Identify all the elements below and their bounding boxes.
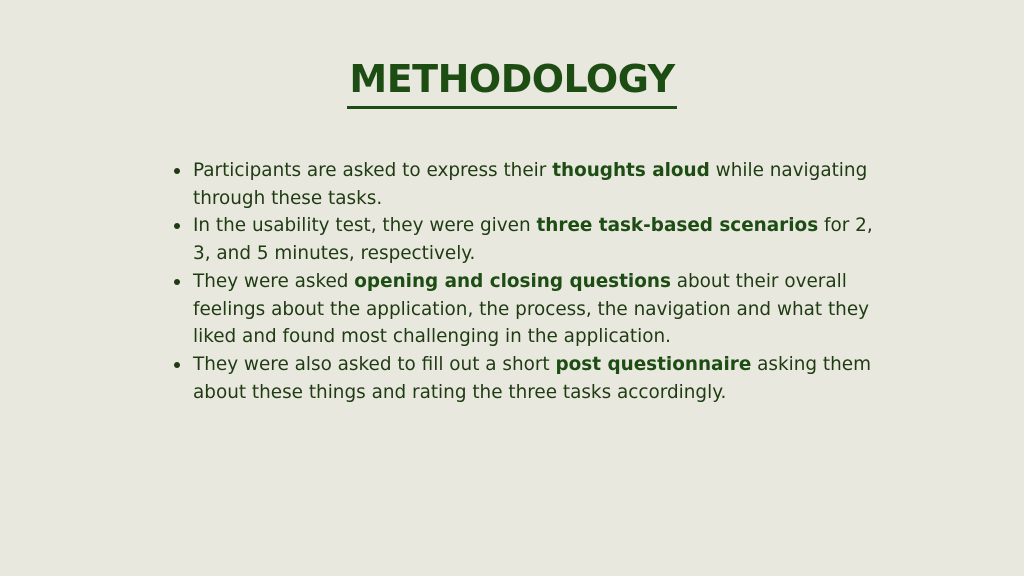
bullet-text: about their overall feelings about the application, the process, the navigation and what they liked and found most challenging in the application. <box>193 270 870 348</box>
bullet-emphasis: thoughts aloud <box>552 160 710 181</box>
bullet-text: asking them about these things and rating the three tasks accordingly. <box>193 353 872 403</box>
bullet-item <box>174 268 874 351</box>
bullet-emphasis: opening and closing questions <box>354 270 671 292</box>
bullet-text: They were asked <box>193 270 355 292</box>
bullet-text: for 2, 3, and 5 minutes, respectively. <box>193 215 873 265</box>
bullet-list <box>174 157 874 406</box>
bullet-dot-icon <box>174 168 180 174</box>
bullet-emphasis: three task-based scenarios <box>536 215 819 237</box>
bullet-text: In the usability test, they were given <box>193 215 537 237</box>
bullet-text: Participants are asked to express their <box>193 160 553 181</box>
slide-title: METHODOLOGY <box>347 56 676 109</box>
bullet-dot-icon <box>174 279 180 285</box>
bullet-emphasis: post questionnaire <box>555 353 752 375</box>
bullet-item <box>174 157 874 212</box>
bullet-dot-icon <box>174 362 180 368</box>
bullet-item <box>174 212 874 267</box>
bullet-item <box>174 351 874 406</box>
bullet-text: while navigating through these tasks. <box>193 160 868 209</box>
bullet-text: They were also asked to fill out a short <box>193 353 556 375</box>
bullet-dot-icon <box>174 223 180 229</box>
title-container <box>0 56 1024 109</box>
